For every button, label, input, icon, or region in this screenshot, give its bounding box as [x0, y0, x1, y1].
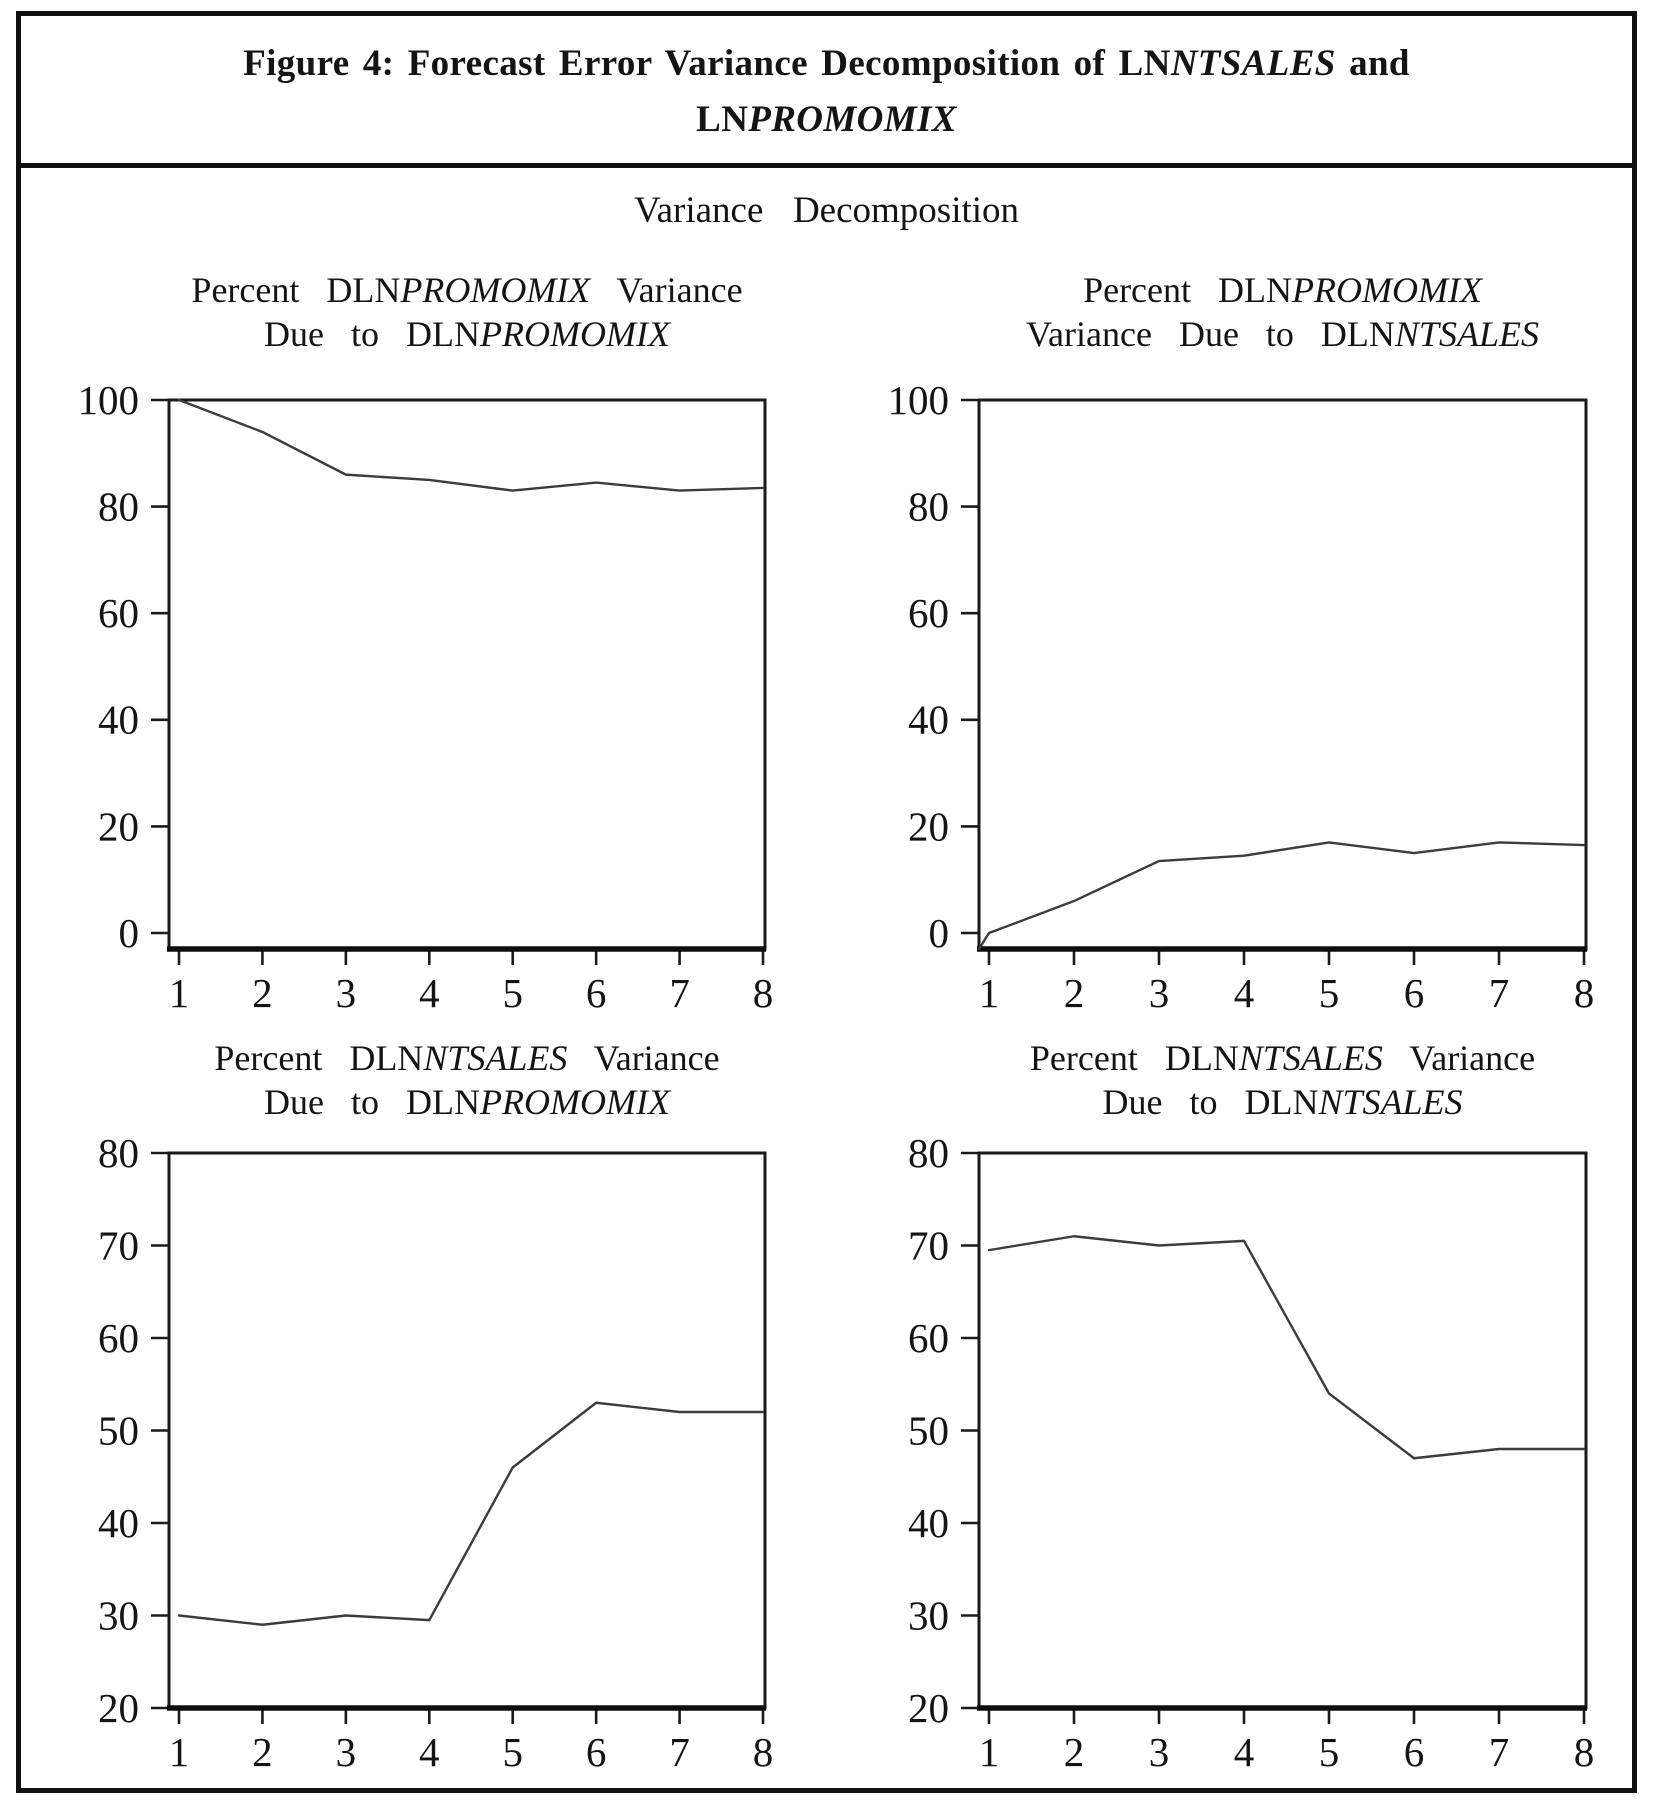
chart-title-top-left-line2	[130, 312, 804, 356]
y-tick-label: 50	[908, 1407, 949, 1454]
figure-title-line2	[40, 92, 1613, 148]
x-tick-label: 8	[1573, 970, 1595, 1016]
x-tick-label: 5	[1318, 1729, 1340, 1775]
variable-name-italic: PROMOMIX	[400, 270, 591, 310]
x-tick-label: 2	[1063, 1729, 1085, 1775]
x-tick-label: 2	[1063, 970, 1085, 1016]
text-run: Percent DLN	[191, 270, 401, 310]
y-tick-label: 100	[887, 384, 949, 423]
x-tick-label: 6	[1403, 1729, 1425, 1775]
y-tick-label: 20	[908, 1684, 949, 1731]
x-tick-label: 8	[752, 1729, 774, 1775]
text-run: Due to DLN	[264, 1082, 481, 1122]
x-tick-label: 7	[1488, 1729, 1510, 1775]
chart-title-top-right-line1	[944, 268, 1621, 312]
chart-top-left	[19, 384, 785, 1049]
chart-title-top-right	[944, 268, 1621, 356]
text-run: Variance	[567, 1038, 720, 1078]
text-run: Percent DLN	[1083, 270, 1292, 310]
y-tick-label: 30	[98, 1592, 139, 1639]
x-tick-label: 3	[1148, 970, 1170, 1016]
y-tick-label: 0	[118, 909, 139, 956]
y-tick-label: 60	[908, 590, 949, 637]
x-tick-label: 6	[585, 1729, 607, 1775]
x-tick-label: 7	[1488, 970, 1510, 1016]
title-separator	[16, 163, 1637, 168]
x-tick-label: 8	[752, 970, 774, 1016]
text-run: Percent DLN	[214, 1038, 424, 1078]
series-line	[979, 842, 1584, 949]
plot-box	[169, 400, 765, 949]
y-tick-label: 80	[98, 483, 139, 530]
y-tick-label: 50	[98, 1407, 139, 1454]
x-tick-label: 1	[168, 1729, 190, 1775]
chart-canvas-pct-dlnntsales-variance-due-to-dlnpromomix	[19, 1137, 785, 1803]
chart-title-bottom-left-line2	[130, 1080, 804, 1124]
chart-canvas-pct-dlnpromomix-variance-due-to-dlnpromomix	[19, 384, 785, 1044]
y-tick-label: 20	[98, 1684, 139, 1731]
y-tick-label: 70	[908, 1222, 949, 1269]
y-tick-label: 40	[908, 696, 949, 743]
variable-name-italic: PROMOMIX	[748, 99, 957, 140]
variable-name-italic: PROMOMIX	[480, 1082, 670, 1122]
chart-bottom-right	[829, 1137, 1606, 1808]
variable-name-italic: PROMOMIX	[480, 314, 670, 354]
x-tick-label: 8	[1573, 1729, 1595, 1775]
x-tick-label: 3	[1148, 1729, 1170, 1775]
x-tick-label: 6	[1403, 970, 1425, 1016]
series-line	[989, 1236, 1584, 1458]
chart-title-top-left-line1	[130, 268, 804, 312]
figure-title-line1	[40, 36, 1613, 92]
chart-title-bottom-left	[130, 1036, 804, 1124]
y-tick-label: 80	[98, 1137, 139, 1176]
x-tick-label: 2	[252, 1729, 273, 1775]
series-line	[179, 400, 763, 491]
text-run: Due to DLN	[264, 314, 481, 354]
series-line	[179, 1403, 763, 1625]
y-tick-label: 60	[908, 1314, 949, 1361]
variable-name-italic: NTSALES	[1238, 1038, 1383, 1078]
x-tick-label: 7	[669, 970, 690, 1016]
variable-name-italic: NTSALES	[1170, 43, 1336, 84]
chart-title-top-right-line2	[944, 312, 1621, 356]
variable-name-italic: PROMOMIX	[1292, 270, 1482, 310]
x-tick-label: 1	[168, 970, 190, 1016]
x-tick-label: 4	[419, 1729, 440, 1775]
y-tick-label: 80	[908, 1137, 949, 1176]
x-tick-label: 2	[252, 970, 273, 1016]
text-run: Variance	[1382, 1038, 1536, 1078]
x-tick-label: 5	[502, 1729, 523, 1775]
text-run: Figure 4: Forecast Error Variance Decomposition of LN	[243, 43, 1171, 84]
figure-subtitle: Variance Decomposition	[633, 190, 1020, 231]
text-run: Percent DLN	[1029, 1038, 1239, 1078]
text-run: Variance	[590, 270, 743, 310]
y-tick-label: 100	[77, 384, 139, 423]
text-run: Variance Due to DLN	[1026, 314, 1395, 354]
y-tick-label: 40	[98, 696, 139, 743]
y-tick-label: 30	[908, 1592, 949, 1639]
y-tick-label: 20	[908, 803, 949, 850]
y-tick-label: 70	[98, 1222, 139, 1269]
x-tick-label: 5	[1318, 970, 1340, 1016]
text-run: Due to DLN	[1102, 1082, 1319, 1122]
chart-canvas-pct-dlnntsales-variance-due-to-dlnntsales	[829, 1137, 1606, 1803]
x-tick-label: 1	[978, 970, 1000, 1016]
text-run: LN	[696, 99, 749, 140]
y-tick-label: 60	[98, 590, 139, 637]
chart-bottom-left	[19, 1137, 785, 1808]
text-run: and	[1335, 43, 1410, 84]
chart-title-bottom-right-line2	[944, 1080, 1621, 1124]
x-tick-label: 4	[1233, 1729, 1255, 1775]
x-tick-label: 6	[585, 970, 607, 1016]
y-tick-label: 20	[98, 803, 139, 850]
y-tick-label: 60	[98, 1314, 139, 1361]
x-tick-label: 3	[335, 970, 357, 1016]
x-tick-label: 5	[502, 970, 523, 1016]
variable-name-italic: NTSALES	[1394, 314, 1539, 354]
x-tick-label: 4	[1233, 970, 1255, 1016]
chart-canvas-pct-dlnpromomix-variance-due-to-dlnntsales	[829, 384, 1606, 1044]
plot-box	[979, 400, 1586, 949]
variable-name-italic: NTSALES	[1318, 1082, 1463, 1122]
x-tick-label: 4	[419, 970, 440, 1016]
x-tick-label: 1	[978, 1729, 1000, 1775]
y-tick-label: 40	[908, 1499, 949, 1546]
y-tick-label: 40	[98, 1499, 139, 1546]
x-tick-label: 3	[335, 1729, 357, 1775]
x-tick-label: 7	[669, 1729, 690, 1775]
y-tick-label: 80	[908, 483, 949, 530]
chart-top-right	[829, 384, 1606, 1049]
variable-name-italic: NTSALES	[423, 1038, 568, 1078]
chart-title-top-left	[130, 268, 804, 356]
figure-title	[40, 36, 1613, 148]
chart-title-bottom-right	[944, 1036, 1621, 1124]
y-tick-label: 0	[928, 909, 949, 956]
